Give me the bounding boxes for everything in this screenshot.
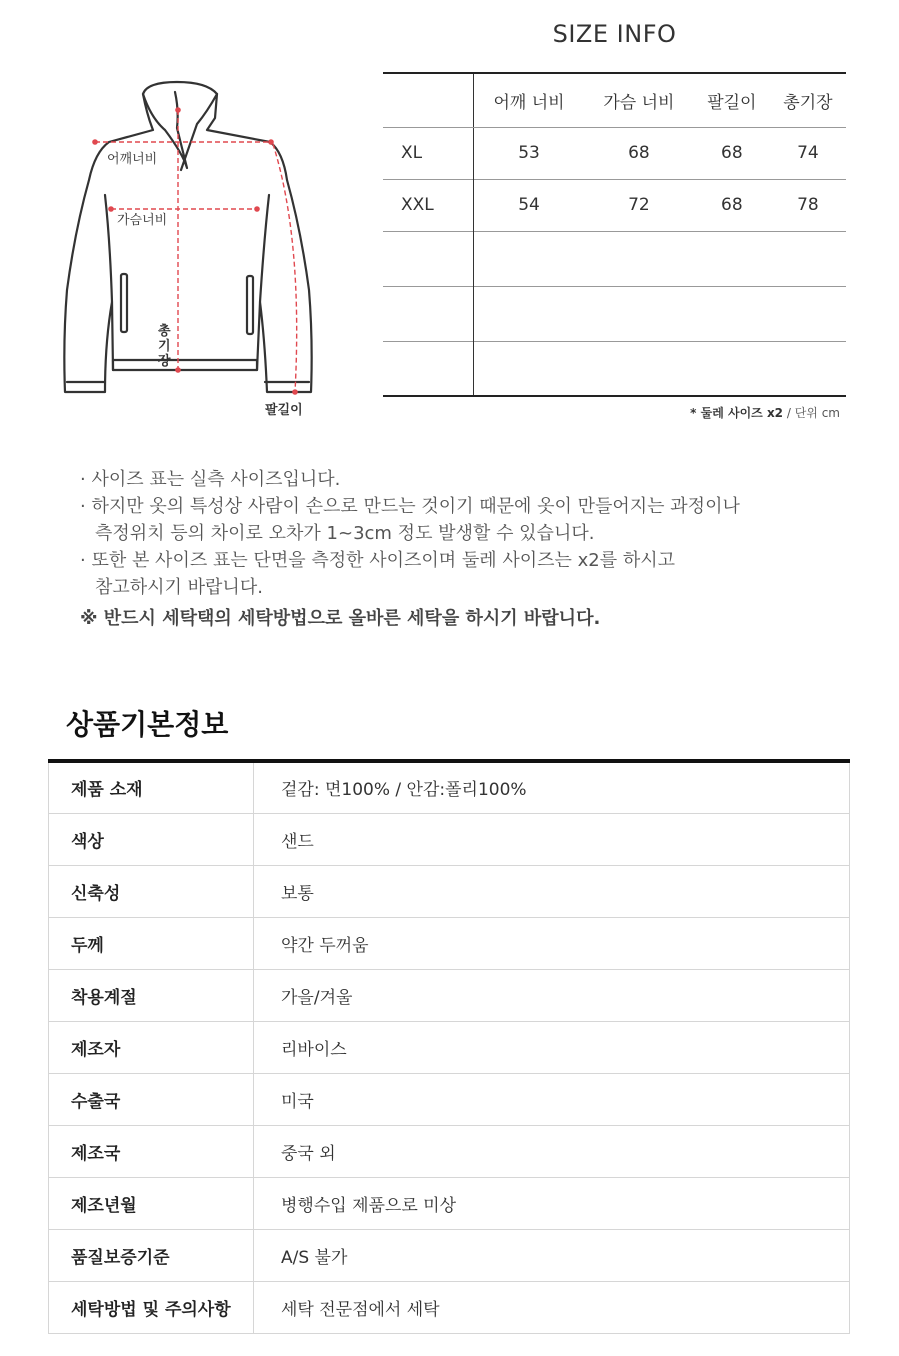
info-value: 보통 bbox=[254, 865, 850, 917]
size-cell bbox=[474, 341, 585, 396]
info-label: 착용계절 bbox=[49, 969, 254, 1021]
note-line: · 또한 본 사이즈 표는 단면을 측정한 사이즈이며 둘레 사이즈는 x2를 하시고 bbox=[80, 550, 676, 571]
info-label: 색상 bbox=[49, 813, 254, 865]
chest-label: 가슴너비 bbox=[117, 213, 168, 228]
size-header-cell: 총기장 bbox=[770, 73, 846, 127]
jacket-outline bbox=[64, 82, 311, 392]
size-cell: 72 bbox=[628, 195, 650, 215]
info-value: 샌드 bbox=[254, 813, 850, 865]
size-unit-note bbox=[690, 404, 840, 421]
info-label: 두께 bbox=[49, 917, 254, 969]
jacket-diagram bbox=[55, 70, 335, 430]
product-info-table bbox=[48, 759, 850, 1334]
note-line: 측정위치 등의 차이로 오차가 1~3cm 정도 발생할 수 있습니다. bbox=[95, 523, 595, 544]
length-label-1: 총 bbox=[158, 324, 171, 339]
size-header-cell: 어깨 너비 bbox=[474, 73, 585, 127]
info-label: 제품 소재 bbox=[49, 761, 254, 813]
info-value: 병행수입 제품으로 미상 bbox=[254, 1177, 850, 1229]
size-table bbox=[383, 72, 846, 397]
size-cell: 68 bbox=[721, 195, 743, 215]
size-cell: XL bbox=[383, 127, 474, 179]
product-info-title: 상품기본정보 bbox=[66, 708, 229, 741]
info-row bbox=[49, 969, 850, 1021]
info-value: 리바이스 bbox=[254, 1021, 850, 1073]
info-row bbox=[49, 1177, 850, 1229]
size-cell bbox=[584, 231, 694, 286]
info-label: 제조자 bbox=[49, 1021, 254, 1073]
size-header-cell: 팔길이 bbox=[694, 73, 770, 127]
size-cell: 68 bbox=[628, 143, 650, 163]
size-cell bbox=[770, 341, 846, 396]
size-cell bbox=[770, 231, 846, 286]
info-label: 수출국 bbox=[49, 1073, 254, 1125]
info-value: 세탁 전문점에서 세탁 bbox=[254, 1281, 850, 1333]
info-value: 겉감: 면100% / 안감:폴리100% bbox=[254, 761, 850, 813]
info-label: 제조년월 bbox=[49, 1177, 254, 1229]
size-table-header bbox=[383, 73, 846, 127]
sleeve-measure-line bbox=[273, 144, 297, 392]
size-row bbox=[383, 127, 846, 179]
size-cell: 53 bbox=[518, 143, 540, 163]
size-row bbox=[383, 341, 846, 396]
info-row bbox=[49, 813, 850, 865]
info-label: 제조국 bbox=[49, 1125, 254, 1177]
info-value: 가을/겨울 bbox=[254, 969, 850, 1021]
size-cell: XXL bbox=[383, 179, 474, 231]
info-row bbox=[49, 1021, 850, 1073]
size-cell: 74 bbox=[797, 143, 819, 163]
size-note-bold: * 둘레 사이즈 x2 bbox=[690, 406, 784, 420]
info-row bbox=[49, 917, 850, 969]
size-cell: 78 bbox=[797, 195, 819, 215]
size-note-unit: / 단위 cm bbox=[783, 406, 840, 420]
size-row bbox=[383, 179, 846, 231]
size-cell bbox=[383, 341, 474, 396]
size-header-cell: 가슴 너비 bbox=[584, 73, 694, 127]
size-cell bbox=[584, 286, 694, 341]
laundry-warning: ※ 반드시 세탁택의 세탁방법으로 올바른 세탁을 하시기 바랍니다. bbox=[80, 608, 601, 629]
note-line: 참고하시기 바랍니다. bbox=[95, 577, 263, 598]
size-cell bbox=[584, 341, 694, 396]
size-cell bbox=[383, 286, 474, 341]
size-info-title: SIZE INFO bbox=[552, 20, 677, 48]
size-notes bbox=[80, 466, 740, 632]
sleeve-label: 팔길이 bbox=[265, 403, 303, 418]
size-cell bbox=[694, 286, 770, 341]
info-row bbox=[49, 1073, 850, 1125]
size-cell: 54 bbox=[518, 195, 540, 215]
note-line: · 사이즈 표는 실측 사이즈입니다. bbox=[80, 469, 341, 490]
length-label-2: 기 bbox=[158, 339, 171, 354]
length-label-3: 장 bbox=[158, 354, 171, 369]
info-row bbox=[49, 1125, 850, 1177]
size-header-cell bbox=[383, 73, 474, 127]
size-cell bbox=[694, 341, 770, 396]
size-cell bbox=[694, 231, 770, 286]
info-row bbox=[49, 1281, 850, 1333]
size-row bbox=[383, 231, 846, 286]
note-line: · 하지만 옷의 특성상 사람이 손으로 만드는 것이기 때문에 옷이 만들어지는 과정이나 bbox=[80, 496, 740, 517]
size-cell bbox=[770, 286, 846, 341]
info-label: 품질보증기준 bbox=[49, 1229, 254, 1281]
shoulder-label: 어깨너비 bbox=[107, 152, 158, 167]
size-cell bbox=[383, 231, 474, 286]
size-row bbox=[383, 286, 846, 341]
info-value: A/S 불가 bbox=[254, 1229, 850, 1281]
info-label: 신축성 bbox=[49, 865, 254, 917]
info-value: 약간 두꺼움 bbox=[254, 917, 850, 969]
info-label: 세탁방법 및 주의사항 bbox=[49, 1281, 254, 1333]
info-row bbox=[49, 1229, 850, 1281]
size-cell bbox=[474, 231, 585, 286]
info-value: 중국 외 bbox=[254, 1125, 850, 1177]
info-row bbox=[49, 761, 850, 813]
size-cell bbox=[474, 286, 585, 341]
info-row bbox=[49, 865, 850, 917]
size-cell: 68 bbox=[721, 143, 743, 163]
info-value: 미국 bbox=[254, 1073, 850, 1125]
